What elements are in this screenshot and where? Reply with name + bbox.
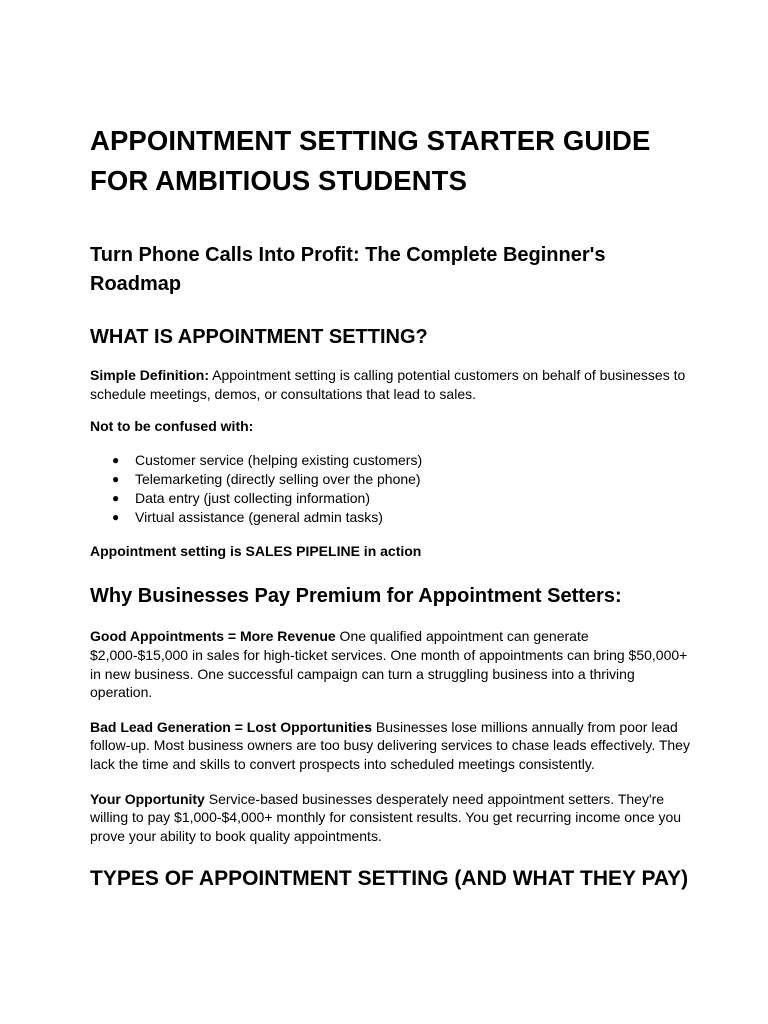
paragraph-label: Good Appointments = More Revenue <box>90 628 336 645</box>
paragraph-your-opportunity: Your Opportunity Service-based businesses desperately need appointment setters. They're willing to pay $1,000-$4,000+ monthly for consistent results. You get recurring income once you prove your ability to book quality appointments. <box>90 790 682 844</box>
summary-line: Appointment setting is SALES PIPELINE in action <box>90 542 422 559</box>
section-heading-types: TYPES OF APPOINTMENT SETTING (AND WHAT THEY PAY) <box>90 867 689 891</box>
paragraph-label: Bad Lead Generation = Lost Opportunities <box>90 718 372 735</box>
section-heading-why-pay: Why Businesses Pay Premium for Appointment Setters: <box>90 585 622 608</box>
list-item: ● Customer service (helping existing customers) <box>112 451 423 468</box>
paragraph-label: Your Opportunity <box>90 790 205 807</box>
bullet-icon: ● <box>112 509 120 524</box>
definition-paragraph <box>90 366 690 403</box>
paragraph-lost-opportunities: Bad Lead Generation = Lost Opportunities Businesses lose millions annually from poor lead follow-up. Most business owners are too busy delivering services to chase leads effectively. They lack the time and skills to convert prospects into scheduled meetings consistently. <box>90 718 690 772</box>
list-item: ● Virtual assistance (general admin tasks) <box>112 508 383 525</box>
document-subtitle: Turn Phone Calls Into Profit: The Complete Beginner's Roadmap <box>90 244 606 295</box>
paragraph-revenue: Good Appointments = More Revenue One qualified appointment can generate $2,000-$15,000 in sales for high-ticket services. One month of appointments can bring $50,000+ in new business. One successful campaign can turn a struggling business into a thriving operation. <box>90 628 688 701</box>
section-heading-what-is: WHAT IS APPOINTMENT SETTING? <box>90 326 428 348</box>
bullet-icon: ● <box>112 452 120 467</box>
bullet-icon: ● <box>112 490 120 505</box>
document-title: APPOINTMENT SETTING STARTER GUIDE FOR AMBITIOUS STUDENTS <box>90 125 651 196</box>
bullet-icon: ● <box>112 471 120 486</box>
document-content <box>90 121 690 894</box>
not-confused-list <box>90 451 690 527</box>
not-confused-label: Not to be confused with: <box>90 418 254 435</box>
list-item: ● Data entry (just collecting information) <box>112 489 370 506</box>
list-item: ● Telemarketing (directly selling over the phone) <box>112 470 421 487</box>
definition-text: Appointment setting is calling potential customers on behalf of businesses to schedule meetings, demos, or consultations that lead to sales. <box>90 367 686 402</box>
definition-label: Simple Definition: <box>90 367 209 383</box>
